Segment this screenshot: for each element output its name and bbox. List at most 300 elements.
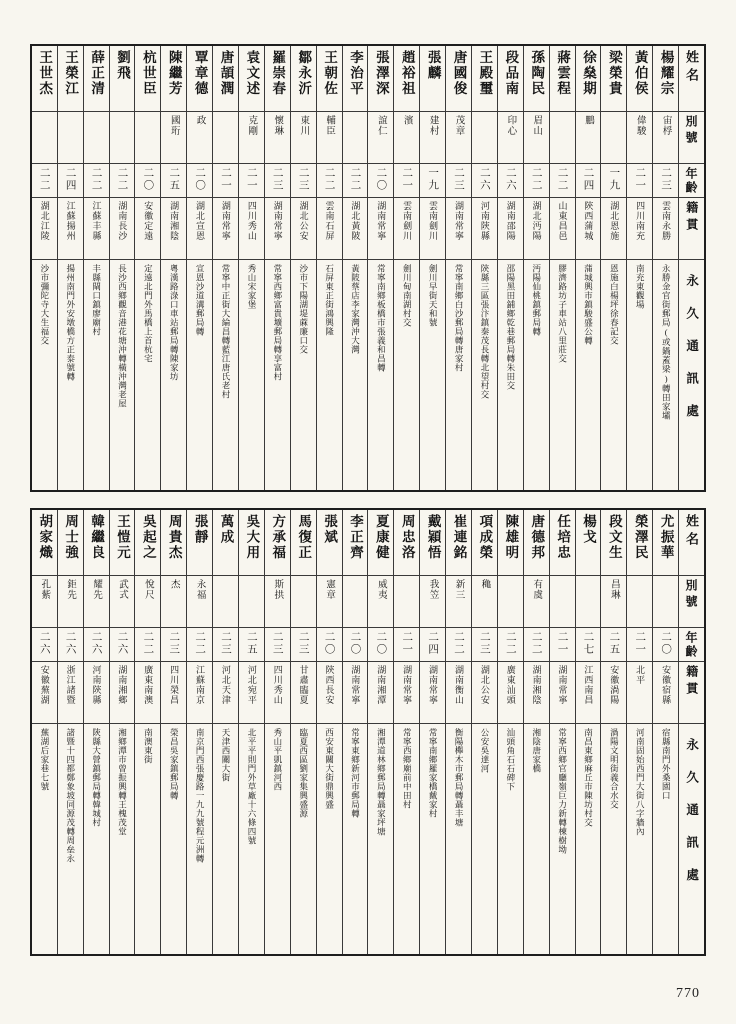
person-name: 張斌 bbox=[322, 514, 338, 545]
person-column bbox=[57, 46, 83, 490]
person-native: 江蘇丰縣 bbox=[91, 201, 102, 241]
person-name-cell bbox=[84, 46, 109, 112]
person-name: 覃章德 bbox=[192, 50, 208, 97]
person-address: 劍川甸南湖村交 bbox=[402, 264, 413, 327]
person-name-cell bbox=[627, 46, 652, 112]
person-age-cell bbox=[498, 628, 523, 662]
person-age-cell bbox=[498, 164, 523, 198]
person-address: 北平平則門外草廠十六條四號 bbox=[246, 728, 257, 845]
person-alias-cell bbox=[110, 576, 135, 628]
person-alias-cell bbox=[498, 112, 523, 164]
person-alias-cell bbox=[343, 576, 368, 628]
person-age-cell bbox=[472, 164, 497, 198]
person-name: 黃伯侯 bbox=[632, 50, 648, 97]
person-name: 尤振華 bbox=[658, 514, 674, 561]
person-address: 湘鄉潭市曾振興轉王槐茂堂 bbox=[117, 728, 128, 836]
person-address-cell bbox=[472, 260, 497, 490]
person-address: 劍川早街天和號 bbox=[428, 264, 439, 327]
person-alias-cell bbox=[420, 112, 445, 164]
person-address: 西安東關大街鼎興盛 bbox=[324, 728, 335, 809]
person-alias-cell bbox=[446, 112, 471, 164]
person-address: 常寧西鄉官廳嶺巨力新轉棟樹坳 bbox=[557, 728, 568, 854]
person-native-cell bbox=[84, 198, 109, 260]
person-name-cell bbox=[161, 510, 186, 576]
person-column bbox=[626, 46, 652, 490]
person-age: 二一 bbox=[245, 167, 257, 192]
person-name-cell bbox=[601, 510, 626, 576]
person-name-cell bbox=[601, 46, 626, 112]
person-native: 湖北恩施 bbox=[609, 201, 620, 241]
person-age: 二二 bbox=[530, 167, 542, 192]
person-age: 二〇 bbox=[375, 631, 387, 656]
person-address: 公安吳達河 bbox=[479, 728, 490, 773]
person-native-cell bbox=[498, 198, 523, 260]
person-alias-cell bbox=[265, 112, 290, 164]
person-alias-cell bbox=[368, 576, 393, 628]
person-alias-cell bbox=[498, 576, 523, 628]
person-address: 常寧南鄉羅家橋戴家村 bbox=[428, 728, 439, 818]
person-native-cell bbox=[32, 198, 57, 260]
person-column bbox=[549, 510, 575, 954]
person-age-cell bbox=[601, 164, 626, 198]
person-alias-cell bbox=[446, 576, 471, 628]
person-column bbox=[445, 510, 471, 954]
person-column bbox=[471, 510, 497, 954]
person-alias: 建村 bbox=[427, 115, 438, 136]
person-column bbox=[109, 510, 135, 954]
person-name: 王朝佐 bbox=[322, 50, 338, 97]
person-name-cell bbox=[343, 46, 368, 112]
person-address-cell bbox=[524, 260, 549, 490]
person-name: 孫陶民 bbox=[529, 50, 545, 97]
person-age-cell bbox=[291, 628, 316, 662]
header-label-address: 永久通訊處 bbox=[684, 738, 699, 901]
person-name-cell bbox=[265, 510, 290, 576]
person-alias-cell bbox=[291, 576, 316, 628]
person-name-cell bbox=[161, 46, 186, 112]
person-native: 湖南常寧 bbox=[376, 201, 387, 241]
person-native: 四川秀山 bbox=[272, 665, 283, 705]
person-age-cell bbox=[601, 628, 626, 662]
directory-table-top bbox=[30, 44, 706, 492]
person-age: 二五 bbox=[608, 631, 620, 656]
person-column bbox=[264, 510, 290, 954]
person-alias-cell bbox=[32, 576, 57, 628]
header-column bbox=[678, 46, 704, 490]
person-name: 馬復正 bbox=[296, 514, 312, 561]
person-name: 韓繼良 bbox=[89, 514, 105, 561]
person-column bbox=[367, 46, 393, 490]
person-name-cell bbox=[317, 46, 342, 112]
person-address: 湘陰唐家橋 bbox=[531, 728, 542, 773]
person-name: 王殿璽 bbox=[477, 50, 493, 97]
person-alias-cell bbox=[472, 576, 497, 628]
person-age-cell bbox=[653, 628, 678, 662]
person-alias-cell bbox=[627, 112, 652, 164]
person-age: 二二 bbox=[530, 631, 542, 656]
person-column bbox=[32, 46, 57, 490]
header-cell-age bbox=[679, 628, 704, 662]
person-column bbox=[419, 46, 445, 490]
person-age-cell bbox=[84, 628, 109, 662]
person-address: 汕頭角石石碑下 bbox=[505, 728, 516, 791]
person-age: 二二 bbox=[453, 631, 465, 656]
person-column bbox=[290, 46, 316, 490]
person-address-cell bbox=[84, 724, 109, 954]
person-age: 二六 bbox=[64, 631, 76, 656]
person-name: 崔連銘 bbox=[451, 514, 467, 561]
person-address: 天津西關大街 bbox=[221, 728, 232, 782]
person-native-cell bbox=[550, 198, 575, 260]
header-cell-native bbox=[679, 198, 704, 260]
person-age-cell bbox=[110, 164, 135, 198]
person-name-cell bbox=[394, 46, 419, 112]
directory-table-bottom bbox=[30, 508, 706, 956]
person-age-cell bbox=[576, 628, 601, 662]
person-name-cell bbox=[653, 46, 678, 112]
person-alias-cell bbox=[394, 576, 419, 628]
person-address: 秀山平凱鎮河西 bbox=[272, 728, 283, 791]
person-column bbox=[212, 46, 238, 490]
person-alias-cell bbox=[84, 112, 109, 164]
person-native: 浙江諸暨 bbox=[65, 665, 76, 705]
person-column bbox=[134, 510, 160, 954]
person-name-cell bbox=[291, 46, 316, 112]
person-address-cell bbox=[317, 724, 342, 954]
person-native-cell bbox=[524, 662, 549, 724]
person-name: 鄒永沂 bbox=[296, 50, 312, 97]
person-address: 常寧西鄉富貴壙郵局轉享富村 bbox=[272, 264, 283, 381]
person-age: 二四 bbox=[582, 167, 594, 192]
header-cell-alias bbox=[679, 112, 704, 164]
person-column bbox=[186, 510, 212, 954]
person-name-cell bbox=[394, 510, 419, 576]
person-alias-cell bbox=[472, 112, 497, 164]
person-alias: 偉駿 bbox=[634, 115, 645, 136]
person-name: 楊戈 bbox=[580, 514, 596, 545]
person-column bbox=[575, 510, 601, 954]
person-name-cell bbox=[420, 510, 445, 576]
person-age-cell bbox=[58, 164, 83, 198]
person-alias: 武式 bbox=[116, 579, 127, 600]
person-address: 陝縣三區張汴鎮秦茂長轉北望村交 bbox=[479, 264, 490, 399]
person-native-cell bbox=[110, 662, 135, 724]
person-column bbox=[316, 46, 342, 490]
person-alias-cell bbox=[187, 576, 212, 628]
person-address-cell bbox=[601, 260, 626, 490]
person-age: 二一 bbox=[401, 167, 413, 192]
person-native: 甘肅臨夏 bbox=[298, 665, 309, 705]
person-name-cell bbox=[524, 510, 549, 576]
person-age-cell bbox=[317, 628, 342, 662]
person-name: 夏康健 bbox=[373, 514, 389, 561]
person-address-cell bbox=[550, 260, 575, 490]
person-column bbox=[497, 510, 523, 954]
header-cell-address bbox=[679, 724, 704, 954]
person-name: 段文生 bbox=[606, 514, 622, 561]
person-address-cell bbox=[317, 260, 342, 490]
person-address: 常寧西鄉廟前中田村 bbox=[402, 728, 413, 809]
person-name: 張靜 bbox=[192, 514, 208, 545]
person-name-cell bbox=[446, 46, 471, 112]
person-native: 湖南湘陰 bbox=[169, 201, 180, 241]
person-alias-cell bbox=[420, 576, 445, 628]
person-column bbox=[342, 46, 368, 490]
person-age: 二二 bbox=[38, 167, 50, 192]
person-native: 河北天津 bbox=[220, 665, 231, 705]
person-native-cell bbox=[291, 662, 316, 724]
header-column bbox=[678, 510, 704, 954]
person-age: 二一 bbox=[220, 167, 232, 192]
person-address-cell bbox=[291, 724, 316, 954]
person-age-cell bbox=[58, 628, 83, 662]
person-address-cell bbox=[58, 724, 83, 954]
header-cell-name bbox=[679, 510, 704, 576]
person-column bbox=[186, 46, 212, 490]
person-alias: 政 bbox=[194, 115, 205, 126]
person-alias-cell bbox=[135, 576, 160, 628]
person-name: 吳大用 bbox=[244, 514, 260, 561]
person-age: 二三 bbox=[271, 631, 283, 656]
person-column bbox=[160, 46, 186, 490]
person-name-cell bbox=[32, 46, 57, 112]
person-address-cell bbox=[291, 260, 316, 490]
person-age-cell bbox=[627, 628, 652, 662]
person-native: 雲南劍川 bbox=[402, 201, 413, 241]
person-address: 沙市彌陀寺大生福交 bbox=[39, 264, 50, 345]
person-address-cell bbox=[110, 724, 135, 954]
person-native: 安徽渦陽 bbox=[609, 665, 620, 705]
person-column bbox=[523, 46, 549, 490]
person-native-cell bbox=[265, 198, 290, 260]
person-native: 江蘇南京 bbox=[195, 665, 206, 705]
person-alias-cell bbox=[627, 576, 652, 628]
person-native: 湖南常寧 bbox=[272, 201, 283, 241]
person-age-cell bbox=[239, 628, 264, 662]
person-native-cell bbox=[239, 198, 264, 260]
person-address: 陝縣大營鎮郵局轉韓城村 bbox=[91, 728, 102, 827]
person-name: 杭世臣 bbox=[140, 50, 156, 97]
person-name: 萬成 bbox=[218, 514, 234, 545]
person-column bbox=[238, 46, 264, 490]
person-native-cell bbox=[394, 198, 419, 260]
person-native-cell bbox=[135, 662, 160, 724]
person-address-cell bbox=[576, 724, 601, 954]
person-age-cell bbox=[394, 164, 419, 198]
person-age-cell bbox=[239, 164, 264, 198]
person-name-cell bbox=[187, 46, 212, 112]
person-age: 二一 bbox=[634, 631, 646, 656]
person-address-cell bbox=[161, 260, 186, 490]
person-name: 任培忠 bbox=[555, 514, 571, 561]
person-name: 戴穎悟 bbox=[425, 514, 441, 561]
person-age: 二六 bbox=[116, 631, 128, 656]
person-address-cell bbox=[213, 260, 238, 490]
page-number: 770 bbox=[676, 986, 700, 1001]
person-address-cell bbox=[627, 724, 652, 954]
person-address-cell bbox=[653, 260, 678, 490]
person-age: 二五 bbox=[168, 167, 180, 192]
person-age: 二一 bbox=[556, 631, 568, 656]
person-column bbox=[57, 510, 83, 954]
person-name-cell bbox=[472, 46, 497, 112]
person-alias-cell bbox=[524, 576, 549, 628]
person-address-cell bbox=[265, 260, 290, 490]
person-alias: 誼仁 bbox=[375, 115, 386, 136]
person-alias-cell bbox=[601, 112, 626, 164]
person-native-cell bbox=[291, 198, 316, 260]
person-age-cell bbox=[213, 164, 238, 198]
person-native: 四川南充 bbox=[635, 201, 646, 241]
person-native: 湖北沔陽 bbox=[531, 201, 542, 241]
person-column bbox=[109, 46, 135, 490]
person-alias-cell bbox=[265, 576, 290, 628]
person-native-cell bbox=[317, 198, 342, 260]
person-address-cell bbox=[446, 724, 471, 954]
person-native: 湖北黃陂 bbox=[350, 201, 361, 241]
person-alias: 耀先 bbox=[91, 579, 102, 600]
person-native-cell bbox=[317, 662, 342, 724]
person-age-cell bbox=[110, 628, 135, 662]
person-age: 二六 bbox=[504, 167, 516, 192]
person-column bbox=[549, 46, 575, 490]
person-age-cell bbox=[213, 628, 238, 662]
person-address: 恩施白楊坪徐春記交 bbox=[609, 264, 620, 345]
person-age: 二七 bbox=[582, 631, 594, 656]
person-age: 二二 bbox=[556, 167, 568, 192]
person-column bbox=[600, 510, 626, 954]
person-name-cell bbox=[291, 510, 316, 576]
person-age: 二二 bbox=[349, 167, 361, 192]
person-native: 河南陝縣 bbox=[479, 201, 490, 241]
person-native: 安徽蕪湖 bbox=[39, 665, 50, 705]
person-alias-cell bbox=[239, 576, 264, 628]
person-age: 二〇 bbox=[194, 167, 206, 192]
person-alias-cell bbox=[550, 576, 575, 628]
person-alias: 永福 bbox=[194, 579, 205, 600]
person-age: 二六 bbox=[478, 167, 490, 192]
person-address-cell bbox=[394, 724, 419, 954]
person-alias: 穐 bbox=[479, 579, 490, 590]
person-native: 雲南永勝 bbox=[661, 201, 672, 241]
person-age: 二五 bbox=[245, 631, 257, 656]
person-alias-cell bbox=[343, 112, 368, 164]
person-column bbox=[83, 510, 109, 954]
person-name: 陳雄明 bbox=[503, 514, 519, 561]
person-name-cell bbox=[239, 510, 264, 576]
person-name: 陳繼芳 bbox=[166, 50, 182, 97]
person-age: 二三 bbox=[271, 167, 283, 192]
person-name-cell bbox=[317, 510, 342, 576]
person-address-cell bbox=[265, 724, 290, 954]
person-age: 二二 bbox=[504, 631, 516, 656]
person-age-cell bbox=[187, 164, 212, 198]
person-name: 唐德邦 bbox=[529, 514, 545, 561]
person-age: 二〇 bbox=[375, 167, 387, 192]
person-native: 雲南劍川 bbox=[428, 201, 439, 241]
person-age-cell bbox=[32, 628, 57, 662]
person-name: 薛正清 bbox=[89, 50, 105, 97]
person-name: 唐國俊 bbox=[451, 50, 467, 97]
person-name-cell bbox=[265, 46, 290, 112]
person-alias: 鉅先 bbox=[65, 579, 76, 600]
person-native-cell bbox=[84, 662, 109, 724]
person-native-cell bbox=[472, 198, 497, 260]
person-native: 湖南長沙 bbox=[117, 201, 128, 241]
person-age-cell bbox=[627, 164, 652, 198]
person-name: 羅崇春 bbox=[270, 50, 286, 97]
person-name-cell bbox=[420, 46, 445, 112]
person-column bbox=[32, 510, 57, 954]
person-column bbox=[497, 46, 523, 490]
person-age: 二三 bbox=[478, 631, 490, 656]
person-native: 湖南湘潭 bbox=[376, 665, 387, 705]
person-alias: 懷琳 bbox=[272, 115, 283, 136]
person-alias: 悅尺 bbox=[142, 579, 153, 600]
person-native: 江蘇揚州 bbox=[65, 201, 76, 241]
person-alias: 國珩 bbox=[168, 115, 179, 136]
person-native-cell bbox=[161, 198, 186, 260]
person-native: 安徽宿縣 bbox=[661, 665, 672, 705]
person-alias-cell bbox=[653, 576, 678, 628]
person-address-cell bbox=[187, 260, 212, 490]
person-native-cell bbox=[627, 198, 652, 260]
person-age-cell bbox=[135, 164, 160, 198]
person-alias: 杰 bbox=[168, 579, 179, 590]
person-column bbox=[471, 46, 497, 490]
person-address: 永勝金官街郵局(或鍋蓋梁)轉田家壩 bbox=[661, 264, 672, 420]
person-address-cell bbox=[446, 260, 471, 490]
person-native-cell bbox=[213, 198, 238, 260]
person-name-cell bbox=[84, 510, 109, 576]
person-native: 陝西長安 bbox=[324, 665, 335, 705]
person-alias: 我笠 bbox=[427, 579, 438, 600]
person-alias-cell bbox=[161, 576, 186, 628]
person-address-cell bbox=[343, 724, 368, 954]
person-column bbox=[134, 46, 160, 490]
person-address: 石屏東正街鴻興隆 bbox=[324, 264, 335, 336]
person-native: 河南陝縣 bbox=[91, 665, 102, 705]
person-name-cell bbox=[576, 510, 601, 576]
person-address: 沔陽仙桃鎮郵局轉 bbox=[531, 264, 542, 336]
person-name-cell bbox=[213, 510, 238, 576]
person-alias-cell bbox=[576, 112, 601, 164]
person-alias-cell bbox=[32, 112, 57, 164]
person-name-cell bbox=[498, 510, 523, 576]
person-age-cell bbox=[135, 628, 160, 662]
person-age-cell bbox=[446, 628, 471, 662]
person-address: 宿縣南門外桑園口 bbox=[661, 728, 672, 800]
person-age-cell bbox=[576, 164, 601, 198]
person-age-cell bbox=[265, 628, 290, 662]
person-native-cell bbox=[32, 662, 57, 724]
person-alias-cell bbox=[601, 576, 626, 628]
person-name: 劉飛 bbox=[114, 50, 130, 81]
person-address-cell bbox=[524, 724, 549, 954]
person-address-cell bbox=[601, 724, 626, 954]
person-native: 四川秀山 bbox=[246, 201, 257, 241]
person-column bbox=[316, 510, 342, 954]
person-age-cell bbox=[32, 164, 57, 198]
person-alias: 宙桴 bbox=[660, 115, 671, 136]
person-alias: 鵬 bbox=[582, 115, 593, 126]
person-age-cell bbox=[420, 628, 445, 662]
person-name-cell bbox=[498, 46, 523, 112]
person-name: 袁文述 bbox=[244, 50, 260, 97]
person-address: 膠濟路坊子車站八里莊交 bbox=[557, 264, 568, 363]
person-address: 常寧南鄉板橋市張義和昌轉 bbox=[376, 264, 387, 372]
person-alias-cell bbox=[187, 112, 212, 164]
